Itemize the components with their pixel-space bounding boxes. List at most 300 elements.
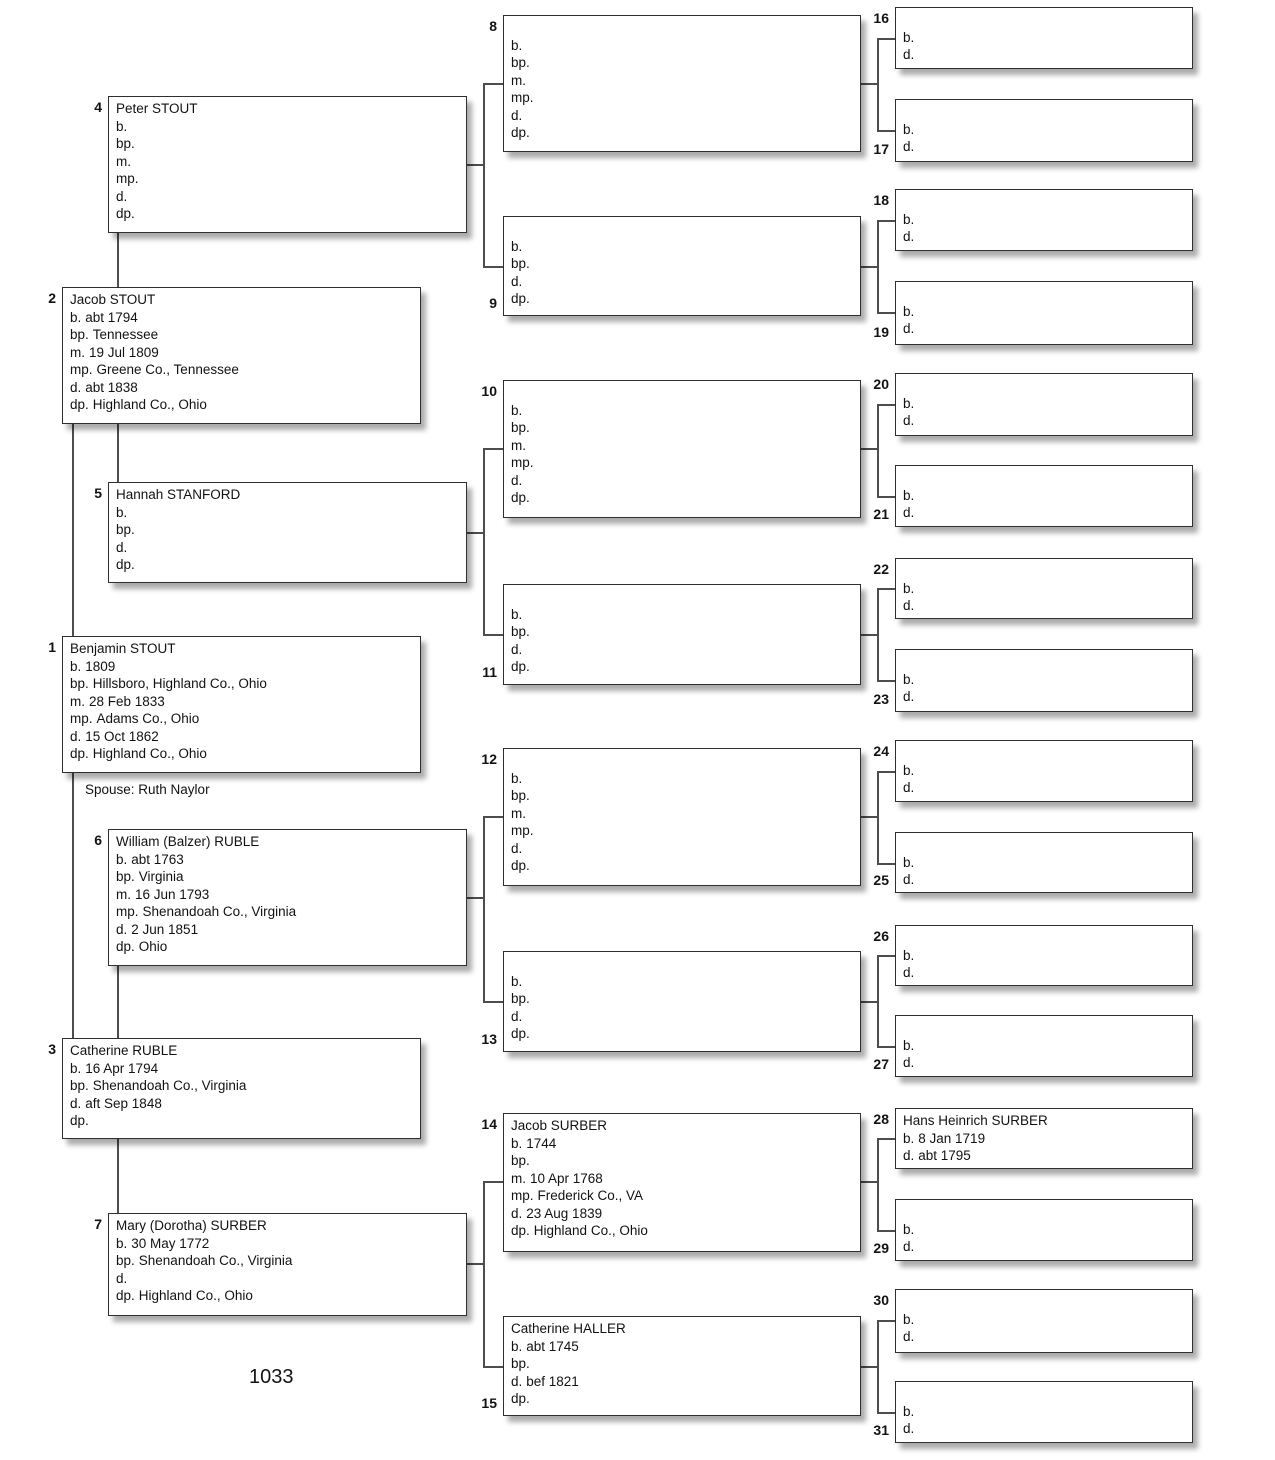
person-name [903, 103, 1184, 121]
person-name: Mary (Dorotha) SURBER [116, 1218, 267, 1233]
field-label: bp. [511, 55, 530, 70]
person-box-3 [62, 1038, 421, 1139]
person-field [511, 822, 852, 840]
person-field [903, 779, 1184, 797]
person-field [511, 72, 852, 90]
person-field [511, 641, 852, 659]
person-number: 7 [94, 1216, 102, 1232]
field-label: bp. [70, 1078, 89, 1093]
person-field [511, 402, 852, 420]
field-label: dp. [116, 1288, 135, 1303]
field-label: d. [903, 598, 915, 613]
person-field [70, 675, 412, 693]
person-field [511, 1170, 852, 1188]
person-number: 6 [94, 832, 102, 848]
field-label: bp. [511, 1356, 530, 1371]
person-field [116, 170, 458, 188]
person-field [116, 938, 458, 956]
field-value: Shenandoah Co., Virginia [142, 904, 297, 919]
connector-line [483, 1181, 504, 1183]
connector-line [483, 448, 485, 636]
person-name: Hans Heinrich SURBER [903, 1113, 1048, 1128]
person-number: 17 [873, 141, 889, 157]
person-field [511, 1025, 852, 1043]
connector-line [483, 1001, 504, 1003]
field-label: b. [511, 973, 523, 989]
person-number: 31 [873, 1422, 889, 1438]
field-label: bp. [511, 624, 530, 639]
field-label: b. [511, 606, 523, 622]
person-field [511, 107, 852, 125]
person-field [903, 1238, 1184, 1256]
field-label: dp. [511, 659, 530, 674]
field-label: b. [903, 854, 915, 870]
field-label: d. [903, 47, 915, 62]
field-label: d. [511, 641, 523, 657]
connector-line [877, 1320, 896, 1322]
person-box-17 [895, 99, 1193, 162]
person-field [511, 990, 852, 1008]
field-value: Greene Co., Tennessee [96, 362, 239, 377]
person-field [116, 868, 458, 886]
person-box-16 [895, 7, 1193, 69]
person-field [511, 770, 852, 788]
field-label: d. [116, 188, 128, 204]
field-value: abt 1745 [526, 1338, 579, 1354]
connector-line [877, 771, 896, 773]
field-value: 8 Jan 1719 [918, 1130, 986, 1146]
person-name: Hannah STANFORD [116, 487, 241, 502]
person-box-9 [503, 216, 861, 316]
field-label: d. [511, 273, 523, 289]
person-field [511, 489, 852, 507]
field-label: d. [116, 921, 128, 937]
field-value: aft Sep 1848 [85, 1095, 162, 1111]
field-value: 1809 [85, 658, 116, 674]
person-name [511, 384, 852, 402]
person-field [511, 454, 852, 472]
connector-line [861, 634, 878, 636]
field-label: b. [70, 309, 82, 325]
person-box-21 [895, 465, 1193, 527]
person-field [903, 395, 1184, 413]
person-number: 14 [481, 1116, 497, 1132]
connector-line [877, 955, 896, 957]
person-field [903, 1054, 1184, 1072]
person-field [903, 688, 1184, 706]
field-value: Frederick Co., VA [537, 1188, 644, 1203]
person-box-10 [503, 380, 861, 518]
field-label: d. [903, 965, 915, 980]
field-label: d. [70, 1095, 82, 1111]
field-label: b. [903, 303, 915, 319]
person-field [511, 857, 852, 875]
field-value: Adams Co., Ohio [96, 711, 200, 726]
person-field [903, 580, 1184, 598]
field-label: b. [903, 121, 915, 137]
field-label: b. [511, 1135, 523, 1151]
person-field [903, 504, 1184, 522]
person-number: 23 [873, 691, 889, 707]
field-value: Highland Co., Ohio [92, 746, 207, 761]
person-field [511, 124, 852, 142]
field-value: Shenandoah Co., Virginia [92, 1078, 247, 1093]
person-box-12 [503, 748, 861, 886]
field-label: b. [70, 1060, 82, 1076]
person-field [903, 211, 1184, 229]
field-label: bp. [511, 991, 530, 1006]
connector-line [483, 816, 504, 818]
person-field [116, 205, 458, 223]
field-label: bp. [70, 327, 89, 342]
field-label: b. [116, 118, 128, 134]
person-number: 18 [873, 192, 889, 208]
page-number: 1033 [249, 1366, 294, 1388]
person-field [116, 1287, 458, 1305]
field-label: dp. [116, 557, 135, 572]
connector-line [877, 1138, 879, 1232]
person-field [903, 320, 1184, 338]
field-label: bp. [116, 1253, 135, 1268]
field-label: mp. [70, 711, 93, 726]
person-name [511, 588, 852, 606]
person-field [511, 805, 852, 823]
field-label: b. [903, 1130, 915, 1146]
connector-line [467, 897, 484, 899]
field-value: 23 Aug 1839 [526, 1205, 603, 1221]
field-label: d. [903, 1421, 915, 1436]
field-label: bp. [116, 869, 135, 884]
person-number: 28 [873, 1111, 889, 1127]
connector-line [877, 38, 879, 132]
person-number: 29 [873, 1240, 889, 1256]
person-box-27 [895, 1015, 1193, 1077]
person-field [70, 1112, 412, 1130]
field-value: 16 Jun 1793 [135, 886, 210, 902]
person-name: Peter STOUT [116, 101, 198, 116]
person-field [511, 89, 852, 107]
person-field [511, 1222, 852, 1240]
field-label: dp. [511, 858, 530, 873]
person-number: 22 [873, 561, 889, 577]
field-value: Shenandoah Co., Virginia [138, 1253, 293, 1268]
person-field [511, 1373, 852, 1391]
person-field [116, 521, 458, 539]
person-name [903, 562, 1184, 580]
field-label: d. [903, 1329, 915, 1344]
field-label: bp. [511, 788, 530, 803]
field-label: d. [511, 107, 523, 123]
field-label: d. [903, 1148, 915, 1163]
person-box-31 [895, 1381, 1193, 1443]
field-label: b. [903, 1221, 915, 1237]
field-label: dp. [70, 397, 89, 412]
person-name: Jacob STOUT [70, 292, 156, 307]
person-field [116, 153, 458, 171]
connector-line [483, 83, 485, 268]
person-box-7 [108, 1213, 467, 1316]
person-field [70, 361, 412, 379]
field-label: b. [70, 658, 82, 674]
field-label: m. [70, 344, 85, 360]
person-field [511, 623, 852, 641]
person-name [903, 377, 1184, 395]
field-label: b. [903, 487, 915, 503]
person-number: 16 [873, 10, 889, 26]
person-field [511, 255, 852, 273]
connector-line [877, 1412, 896, 1414]
person-name [511, 19, 852, 37]
person-number: 11 [482, 664, 497, 680]
field-label: bp. [116, 136, 135, 151]
person-field [903, 947, 1184, 965]
person-number: 25 [873, 872, 889, 888]
person-field [511, 1390, 852, 1408]
person-field [511, 1338, 852, 1356]
person-field [903, 138, 1184, 156]
field-value: Highland Co., Ohio [92, 397, 207, 412]
person-field [903, 29, 1184, 47]
person-name: Benjamin STOUT [70, 641, 176, 656]
connector-line [483, 83, 504, 85]
person-box-26 [895, 925, 1193, 986]
person-box-23 [895, 649, 1193, 712]
person-name [903, 836, 1184, 854]
person-box-29 [895, 1199, 1193, 1261]
person-field [116, 851, 458, 869]
person-field [903, 964, 1184, 982]
person-field [70, 396, 412, 414]
person-name [511, 220, 852, 238]
field-label: m. [70, 693, 85, 709]
field-label: b. [903, 1403, 915, 1419]
field-label: bp. [116, 522, 135, 537]
field-label: dp. [70, 746, 89, 761]
person-field [116, 504, 458, 522]
field-label: b. [903, 211, 915, 227]
field-label: mp. [116, 904, 139, 919]
person-number: 24 [873, 743, 889, 759]
field-label: mp. [511, 455, 534, 470]
person-number: 9 [489, 295, 497, 311]
person-field [511, 1135, 852, 1153]
person-box-18 [895, 189, 1193, 251]
field-label: bp. [70, 676, 89, 691]
person-box-20 [895, 373, 1193, 436]
person-number: 3 [48, 1041, 56, 1057]
person-field [70, 1077, 412, 1095]
person-box-14 [503, 1113, 861, 1252]
person-box-30 [895, 1289, 1193, 1353]
field-value: bef 1821 [526, 1373, 579, 1389]
person-name [903, 11, 1184, 29]
person-field [903, 1130, 1184, 1148]
connector-line [877, 1230, 896, 1232]
person-field [903, 1147, 1184, 1165]
connector-line [861, 816, 878, 818]
person-box-5 [108, 482, 467, 583]
person-field [511, 437, 852, 455]
field-label: b. [903, 29, 915, 45]
person-name [903, 193, 1184, 211]
person-number: 10 [481, 383, 497, 399]
field-label: d. [511, 840, 523, 856]
field-value: 19 Jul 1809 [89, 344, 159, 360]
field-label: mp. [511, 1188, 534, 1203]
person-field [903, 1311, 1184, 1329]
person-field [903, 1037, 1184, 1055]
field-label: d. [903, 413, 915, 428]
person-field [903, 303, 1184, 321]
person-field [116, 135, 458, 153]
person-number: 13 [481, 1031, 497, 1047]
connector-line [877, 312, 896, 314]
field-value: Highland Co., Ohio [533, 1223, 648, 1238]
person-field [70, 309, 412, 327]
connector-line [467, 1263, 484, 1265]
person-field [70, 1095, 412, 1113]
person-field [511, 1152, 852, 1170]
field-label: dp. [116, 939, 135, 954]
person-field [903, 762, 1184, 780]
connector-line [877, 1046, 896, 1048]
person-field [116, 188, 458, 206]
field-label: mp. [116, 171, 139, 186]
connector-line [483, 266, 504, 268]
spouse-note: Spouse: Ruth Naylor [85, 782, 210, 797]
person-name [903, 929, 1184, 947]
person-box-24 [895, 740, 1193, 802]
field-label: mp. [511, 823, 534, 838]
connector-line [861, 1181, 878, 1183]
person-field [511, 273, 852, 291]
person-number: 19 [873, 324, 889, 340]
person-field [511, 840, 852, 858]
field-label: d. [903, 1239, 915, 1254]
person-field [903, 121, 1184, 139]
person-field [903, 1420, 1184, 1438]
person-name [903, 1019, 1184, 1037]
person-field [903, 228, 1184, 246]
field-value: 28 Feb 1833 [89, 693, 165, 709]
person-name [903, 1203, 1184, 1221]
field-label: dp. [511, 291, 530, 306]
person-number: 20 [873, 376, 889, 392]
person-field [903, 412, 1184, 430]
field-label: dp. [511, 490, 530, 505]
person-field [116, 886, 458, 904]
person-number: 26 [873, 928, 889, 944]
field-label: dp. [511, 1026, 530, 1041]
connector-line [861, 1001, 878, 1003]
person-number: 8 [489, 18, 497, 34]
person-field [511, 472, 852, 490]
person-box-15 [503, 1316, 861, 1416]
field-label: b. [116, 504, 128, 520]
person-field [903, 597, 1184, 615]
field-label: d. [511, 1205, 523, 1221]
connector-line [861, 83, 878, 85]
field-label: b. [511, 770, 523, 786]
field-label: d. [903, 872, 915, 887]
field-label: m. [511, 1170, 526, 1186]
person-field [116, 921, 458, 939]
connector-line [877, 404, 879, 498]
person-field [116, 556, 458, 574]
field-label: bp. [511, 256, 530, 271]
connector-line [483, 1181, 485, 1368]
person-field [70, 326, 412, 344]
connector-line [877, 588, 896, 590]
person-field [116, 118, 458, 136]
person-name [511, 955, 852, 973]
connector-line [877, 130, 896, 132]
person-number: 1 [48, 639, 56, 655]
field-label: d. [511, 1008, 523, 1024]
field-label: d. [903, 780, 915, 795]
person-number: 21 [873, 506, 889, 522]
person-field [511, 238, 852, 256]
field-label: b. [903, 947, 915, 963]
person-name: Jacob SURBER [511, 1118, 608, 1133]
person-field [511, 1008, 852, 1026]
field-value: 30 May 1772 [131, 1235, 210, 1251]
field-label: d. [116, 1270, 128, 1286]
person-field [511, 973, 852, 991]
person-field [903, 854, 1184, 872]
person-field [116, 1252, 458, 1270]
person-field [70, 710, 412, 728]
connector-line [483, 1366, 504, 1368]
person-field [70, 379, 412, 397]
person-field [903, 1221, 1184, 1239]
person-field [70, 344, 412, 362]
field-label: m. [116, 153, 131, 169]
person-box-1 [62, 636, 421, 773]
connector-line [877, 220, 896, 222]
person-field [116, 903, 458, 921]
person-name [903, 653, 1184, 671]
field-label: b. [903, 1311, 915, 1327]
person-box-11 [503, 584, 861, 685]
field-value: 2 Jun 1851 [131, 921, 199, 937]
field-label: b. [511, 1338, 523, 1354]
connector-line [877, 680, 896, 682]
field-label: d. [903, 139, 915, 154]
person-box-4 [108, 96, 467, 233]
person-field [903, 487, 1184, 505]
person-field [511, 1205, 852, 1223]
field-label: dp. [511, 1391, 530, 1406]
person-name [903, 744, 1184, 762]
field-label: d. [511, 1373, 523, 1389]
field-value: Ohio [138, 939, 168, 954]
field-value: 16 Apr 1794 [85, 1060, 159, 1076]
field-label: b. [903, 671, 915, 687]
field-label: d. [903, 689, 915, 704]
person-field [70, 728, 412, 746]
field-value: abt 1795 [918, 1148, 971, 1163]
connector-line [877, 38, 896, 40]
field-label: d. [903, 1055, 915, 1070]
field-label: b. [116, 1235, 128, 1251]
person-field [511, 290, 852, 308]
field-label: dp. [116, 206, 135, 221]
person-field [511, 1187, 852, 1205]
field-label: b. [903, 395, 915, 411]
connector-line [877, 771, 879, 865]
person-field [70, 658, 412, 676]
